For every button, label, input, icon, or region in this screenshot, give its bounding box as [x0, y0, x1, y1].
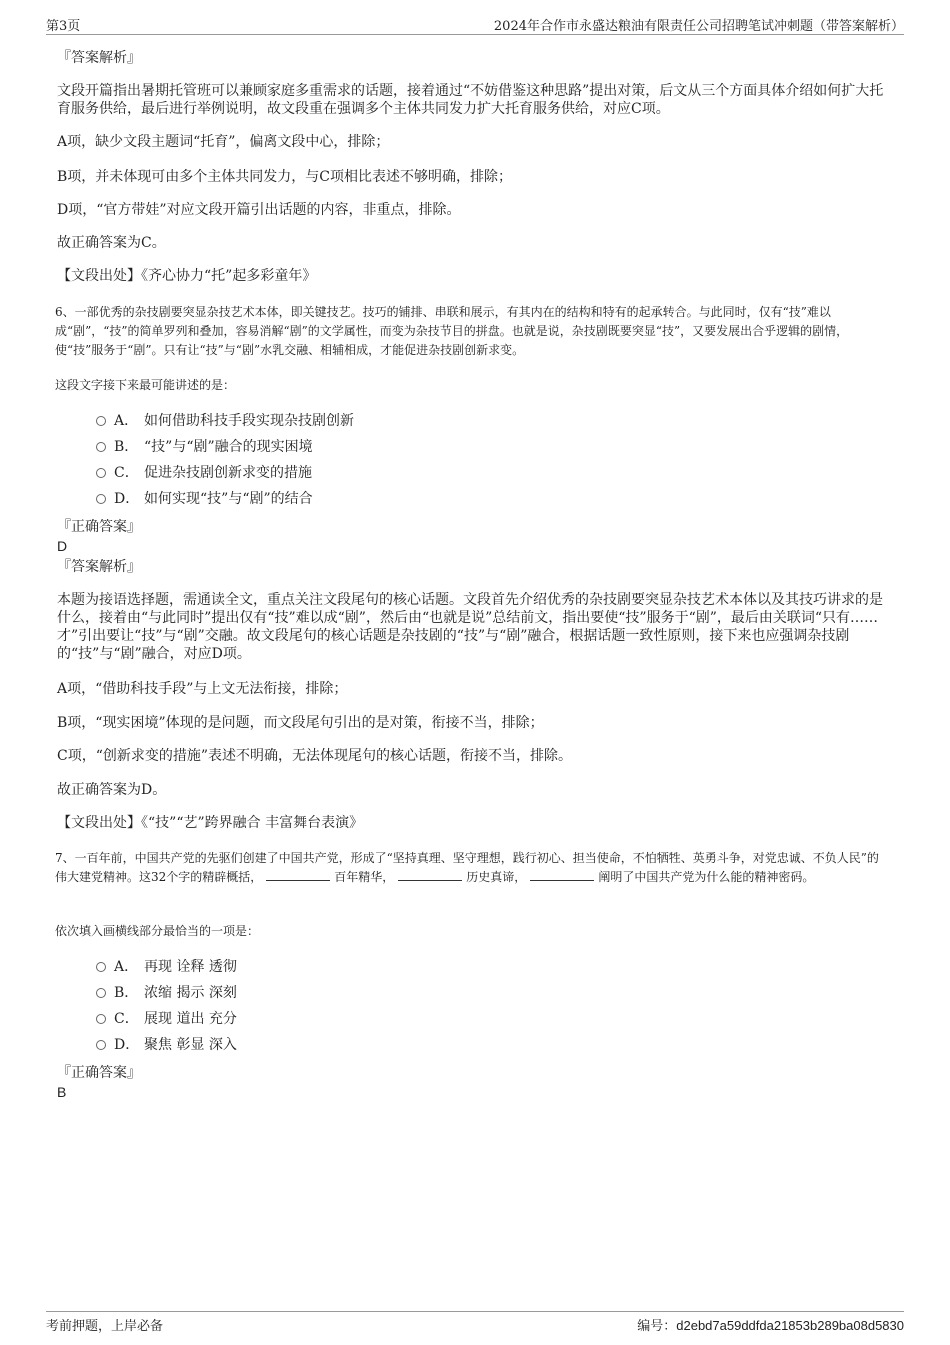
radio-icon[interactable]	[96, 442, 106, 452]
q6-answer-label: 『正确答案』	[57, 519, 141, 535]
option-key: B．	[114, 439, 139, 455]
footer-slogan: 考前押题，上岸必备	[46, 1319, 164, 1334]
option-text: 如何实现“技”与“剧”的结合	[144, 491, 313, 507]
option-text: 聚焦 彰显 深入	[144, 1037, 237, 1053]
option-key: A．	[114, 413, 139, 429]
option-text: 展现 道出 充分	[144, 1011, 237, 1027]
document-title: 2024年合作市永盛达粮油有限责任公司招聘笔试冲刺题（带答案解析）	[493, 19, 904, 34]
code-value: d2ebd7a59ddfda21853b289ba08d5830	[676, 1318, 904, 1333]
q6-prompt: 这段文字接下来最可能讲述的是：	[55, 378, 236, 392]
code-label: 编号：	[637, 1319, 677, 1334]
q6-option-a[interactable]	[96, 412, 354, 430]
q6-analysis-text: 本题为接语选择题，需通读全文，重点关注文段尾句的核心话题。文段首先介绍优秀的杂技剧要突显杂技艺术本体以及其技巧讲求的是什么，接着由“与此同时”提出仅有“技”难以成“剧”，然后由“也就是说”总结前文，指出要使“技”服务于“剧”，最后由关联词“只有……才”引出要让“技”与“剧”交融。故文段尾句的核心话题是杂技剧的“技”与“剧”融合，根据话题一致性原则，接下来也应强调杂技剧的“技”与“剧”融合，对应D项。	[57, 592, 883, 662]
option-text: 浓缩 揭示 深刻	[144, 985, 237, 1001]
q6-conclusion: 故正确答案为D。	[57, 782, 167, 798]
q5-option-d-note: D项，“官方带娃”对应文段开篇引出话题的内容，非重点，排除。	[57, 202, 461, 218]
radio-icon[interactable]	[96, 1040, 106, 1050]
q7-answer-label: 『正确答案』	[57, 1065, 141, 1081]
q7-stem-part4: 阐明了中国共产党为什么能	[598, 870, 743, 884]
option-text: 再现 诠释 透彻	[144, 959, 237, 975]
q5-option-b-note: B项，并未体现可由多个主体共同发力，与C项相比表述不够明确，排除；	[57, 169, 512, 185]
page-footer	[46, 1311, 904, 1338]
q6-analysis-label: 『答案解析』	[57, 559, 141, 575]
radio-icon[interactable]	[96, 468, 106, 478]
footer-code	[637, 1315, 904, 1334]
blank-2	[398, 868, 462, 881]
q7-option-a[interactable]	[96, 958, 237, 976]
radio-icon[interactable]	[96, 962, 106, 972]
q5-analysis-label: 『答案解析』	[57, 50, 141, 66]
page-number: 第3页	[46, 19, 81, 34]
q6-answer: D	[57, 538, 68, 554]
option-text: “技”与“剧”融合的现实困境	[144, 439, 313, 455]
q7-option-d[interactable]	[96, 1036, 237, 1054]
q7-stem-part1: 7、一百年前，中国共产党的先驱们创建了中国共产党，形成了“坚持真理、坚守理想，践行初心、担当使命，不怕牺牲、英勇斗争，对党忠诚、不负人民”的伟大建党精神。这32个字的精辟概括，	[55, 851, 879, 884]
q6-option-b-note: B项，“现实困境”体现的是问题，而文段尾句引出的是对策，衔接不当，排除；	[57, 715, 544, 731]
q7-stem	[55, 849, 890, 887]
option-key: C．	[114, 1011, 139, 1027]
option-key: A．	[114, 959, 139, 975]
q7-stem-line2: 的精神密码。	[742, 870, 815, 884]
q6-option-b[interactable]	[96, 438, 313, 456]
blank-1	[266, 868, 330, 881]
option-key: D．	[114, 491, 140, 507]
q7-prompt: 依次填入画横线部分最恰当的一项是：	[55, 924, 260, 938]
q7-option-b[interactable]	[96, 984, 237, 1002]
q6-option-d[interactable]	[96, 490, 313, 508]
option-key: D．	[114, 1037, 140, 1053]
radio-icon[interactable]	[96, 416, 106, 426]
q5-analysis-text: 文段开篇指出暑期托管班可以兼顾家庭多重需求的话题，接着通过“不妨借鉴这种思路”提出对策，后文从三个方面具体介绍如何扩大托育服务供给，最后进行举例说明，故文段重在强调多个主体共同发力扩大托育服务供给，对应C项。	[57, 83, 884, 117]
radio-icon[interactable]	[96, 494, 106, 504]
q6-option-c[interactable]	[96, 464, 312, 482]
q7-option-c[interactable]	[96, 1010, 237, 1028]
q7-stem-part2: 百年精华，	[334, 870, 395, 884]
q7-answer: B	[57, 1084, 67, 1100]
option-key: B．	[114, 985, 139, 1001]
q5-source: 【文段出处】《齐心协力“托”起多彩童年》	[57, 268, 317, 284]
q6-stem: 6、一部优秀的杂技剧要突显杂技艺术本体，即关键技艺。技巧的铺排、串联和展示，有其内在的结构和特有的起承转合。与此同时，仅有“技”难以成“剧”，“技”的简单罗列和叠加，容易消解“剧”的文学属性，而变为杂技节目的拼盘。也就是说，杂技剧既要突显“技”，又要发展出合乎逻辑的剧情，使“技”服务于“剧”。只有让“技”与“剧”水乳交融、相辅相成，才能促进杂技剧创新求变。	[55, 305, 849, 357]
option-key: C．	[114, 465, 139, 481]
option-text: 如何借助科技手段实现杂技剧创新	[144, 413, 354, 429]
q6-source: 【文段出处】《“技”“艺”跨界融合 丰富舞台表演》	[57, 815, 364, 831]
blank-3	[530, 868, 594, 881]
q6-option-a-note: A项，“借助科技手段”与上文无法衔接，排除；	[57, 681, 348, 697]
page-header	[46, 12, 904, 35]
q5-option-a-note: A项，缺少文段主题词“托育”，偏离文段中心，排除；	[57, 134, 390, 150]
radio-icon[interactable]	[96, 988, 106, 998]
radio-icon[interactable]	[96, 1014, 106, 1024]
option-text: 促进杂技剧创新求变的措施	[144, 465, 312, 481]
q6-option-c-note: C项，“创新求变的措施”表述不明确，无法体现尾句的核心话题，衔接不当，排除。	[57, 748, 573, 764]
q5-conclusion: 故正确答案为C。	[57, 235, 166, 251]
q7-stem-part3: 历史真谛，	[466, 870, 527, 884]
